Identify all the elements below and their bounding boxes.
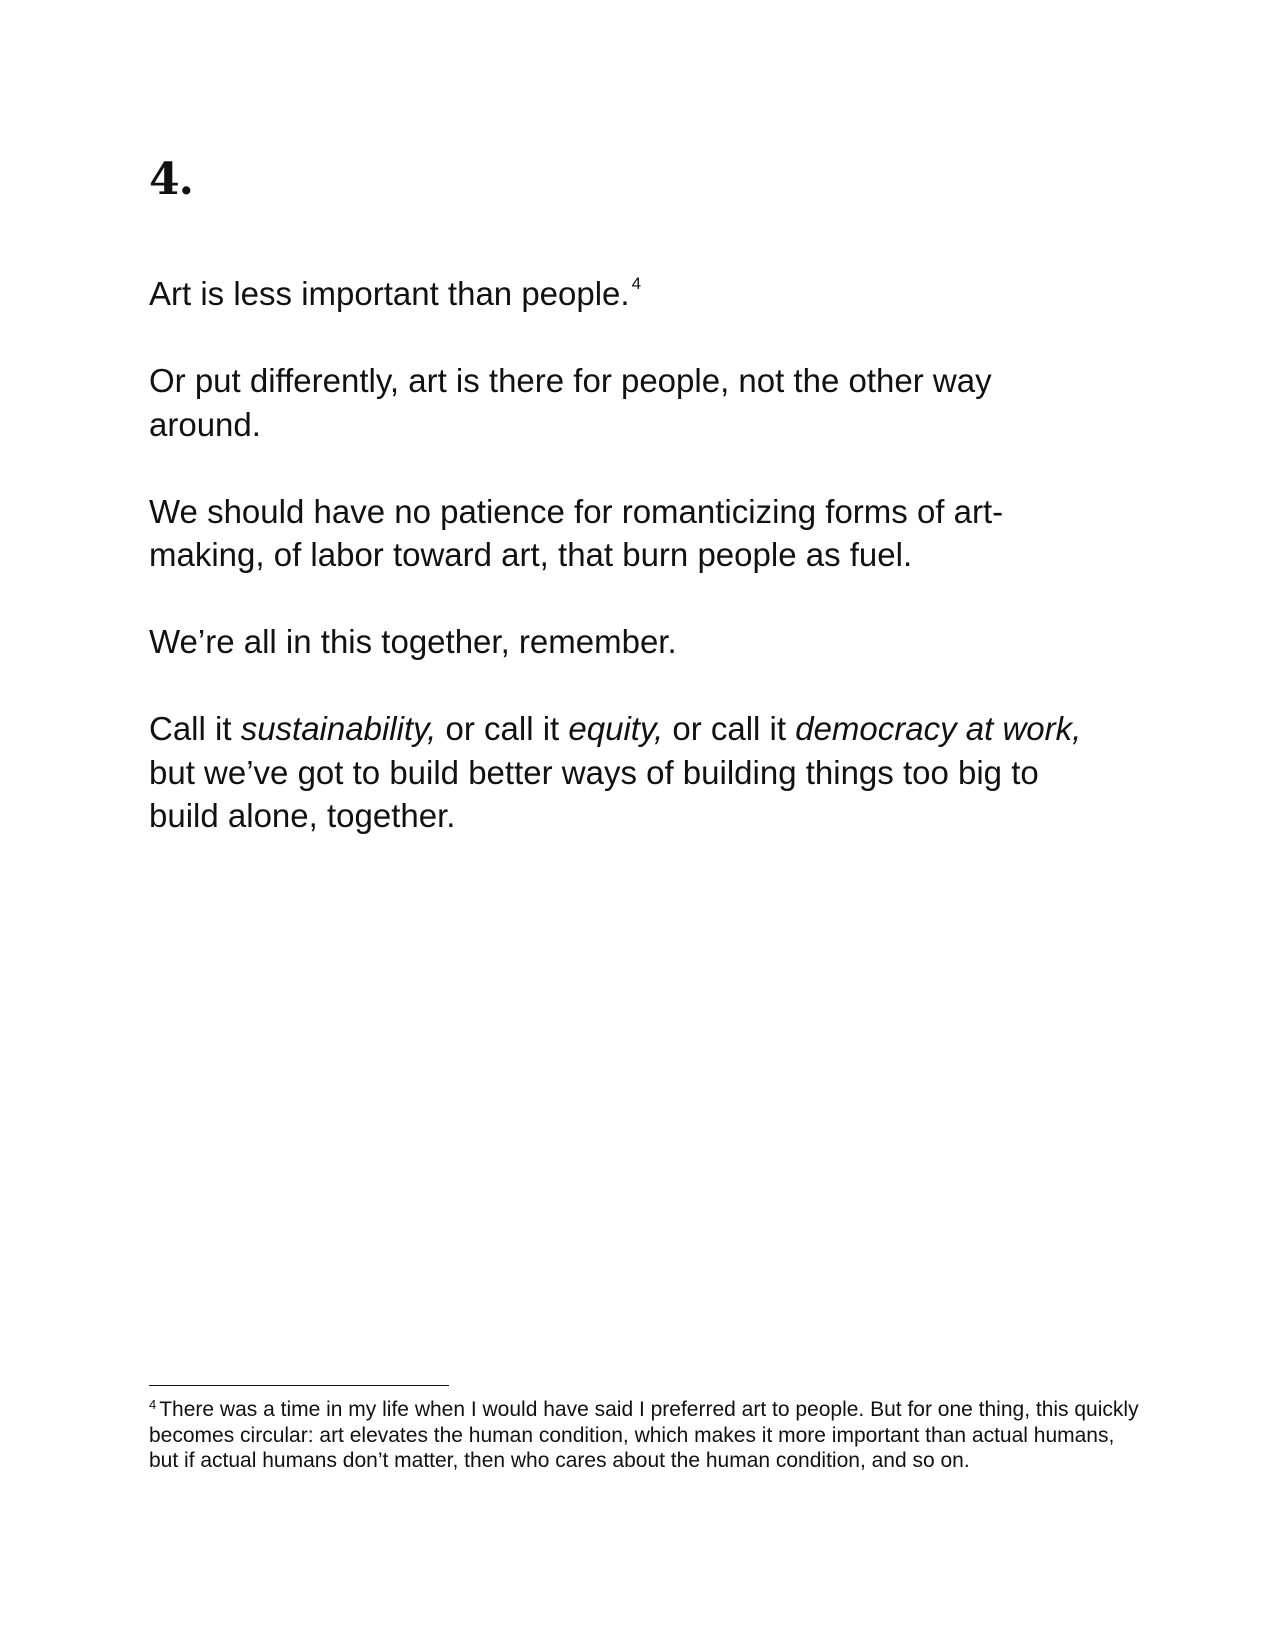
- paragraph-text: Art is less important than people.: [149, 275, 630, 312]
- body-text: [149, 272, 1099, 881]
- emphasis-democracy-at-work: democracy at work,: [795, 710, 1082, 747]
- paragraph-text: or call it: [436, 710, 569, 747]
- paragraph-text: but we’ve got to build better ways of building things too big to build alone, together.: [149, 753, 1039, 834]
- section-number: 4.: [149, 154, 193, 205]
- paragraph-text: Call it: [149, 710, 241, 747]
- paragraph-text: or call it: [663, 710, 796, 747]
- paragraph: [149, 272, 1099, 316]
- emphasis-equity: equity,: [568, 710, 664, 747]
- paragraph: We should have no patience for romanticizing forms of art-making, of labor toward art, that burn people as fuel.: [149, 492, 1004, 573]
- footnote-reference[interactable]: 4: [631, 274, 642, 293]
- emphasis-sustainability: sustainability,: [240, 710, 437, 747]
- paragraph: We’re all in this together, remember.: [149, 623, 677, 660]
- paragraph: [149, 707, 1099, 838]
- paragraph: Or put differently, art is there for people, not the other way around.: [149, 362, 992, 443]
- footnote: [149, 1397, 1139, 1474]
- footnote-text: There was a time in my life when I would have said I preferred art to people. But for one thing, this quickly becomes circular: art elevates the human condition, which makes it more important than actual humans, but if actual humans don’t matter, then who cares about the human condition, and so on.: [149, 1398, 1139, 1472]
- footnote-marker: 4: [149, 1397, 157, 1412]
- footnote-separator: [149, 1385, 449, 1386]
